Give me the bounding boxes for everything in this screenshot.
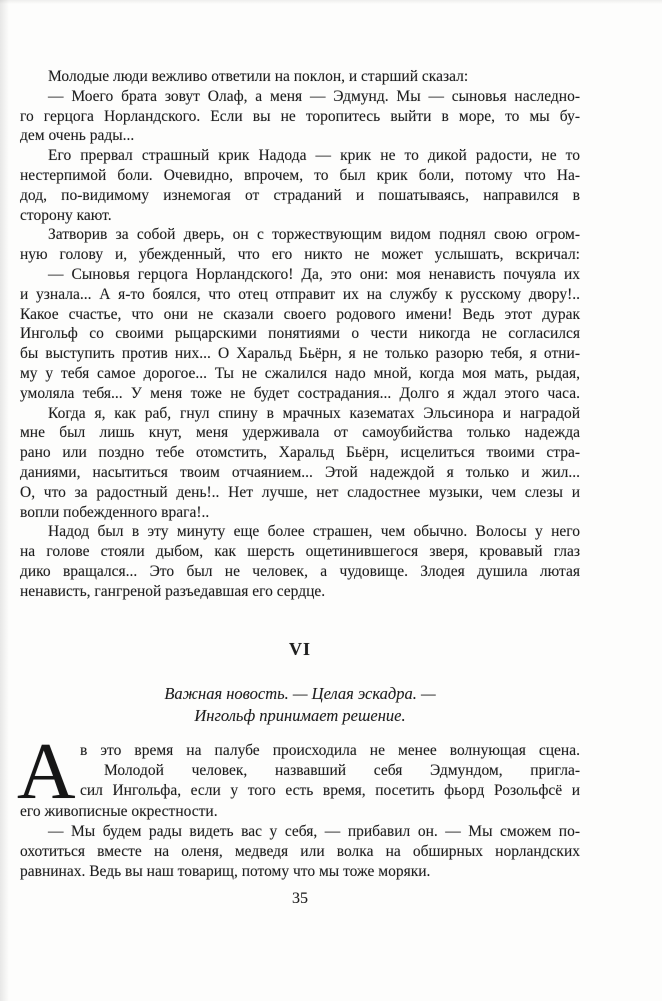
text-line: даниями, насытиться твоим отчаянием... Этой надеждой я только и жил... [20, 463, 580, 481]
text-line: нестерпимой боли. Очевидно, впрочем, то был крик боли, потому что На- [20, 166, 580, 184]
page-number: 35 [292, 890, 308, 907]
chapter-subtitle-line-2: Ингольф принимает решение. [194, 705, 406, 725]
text-line: Надод был в эту минуту еще более страшен, чем обычно. Волосы у него [48, 523, 580, 541]
text-line: дод, по-видимому изнемогая от страданий и пошатываясь, направился в [20, 186, 580, 204]
text-line: дем очень рады... [20, 127, 135, 145]
text-line: в это время на палубе происходила не менее волнующая сцена. [80, 742, 580, 759]
chapter-heading: VI [288, 639, 311, 659]
scan-left-edge-shadow [0, 0, 9, 1001]
text-line: вопли побежденного врага!.. [20, 503, 210, 521]
text-line: ненависть, гангреной разъедавшая его сердце. [20, 582, 326, 600]
body-text-block-2 [17, 726, 580, 882]
text-line: — Сыновья герцога Норландского! Да, это они: моя ненависть почуяла их [48, 265, 580, 283]
text-line: равнинах. Ведь вы наш товарищ, потому что мы тоже моряки. [20, 863, 431, 881]
text-line: умоляла тебя... У меня тоже не будет сострадания... Долго я ждал этого часа. [20, 384, 580, 402]
text-line: Молодой человек, назвавший себя Эдмундом, пригла- [104, 762, 580, 780]
text-line: охотиться вместе на оленя, медведя или волка на обширных норландских [20, 843, 580, 861]
text-line: го герцога Норландского. Если вы не торопитесь выйти в море, то мы бу- [20, 107, 580, 125]
body-text-block-1 [20, 67, 580, 602]
chapter-subtitle [20, 683, 580, 726]
text-line: Когда я, как раб, гнул спину в мрачных казематах Эльсинора и наградой [48, 404, 580, 422]
text-line: Затворив за собой дверь, он с торжествующим видом поднял свою огром- [48, 226, 580, 244]
text-line: на голове стояли дыбом, как шерсть ощетинившегося зверя, кровавый глаз [20, 543, 580, 561]
text-line: дико вращался... Это был не человек, а чудовище. Злодея душила лютая [20, 562, 580, 580]
text-line: мне был лишь кнут, меня удерживала от самоубийства только надежда [20, 424, 580, 442]
text-line: — Мы будем рады видеть вас у себя, — прибавил он. — Мы сможем по- [48, 822, 580, 840]
text-line: Молодые люди вежливо ответили на поклон, и старший сказал: [48, 68, 469, 85]
text-line: его живописные окрестности. [20, 802, 218, 820]
drop-cap-letter: А [17, 726, 76, 816]
text-line: сторону кают. [20, 206, 112, 224]
text-line: сил Ингольфа, если у того есть время, посетить фьорд Розольфсё и [80, 782, 580, 800]
text-line: му у тебя самое дорогое... Ты не сжалился надо мной, когда моя мать, рыдая, [20, 364, 580, 382]
text-line: ную голову и, убежденный, что его никто не может услышать, вскричал: [20, 246, 580, 264]
text-line: Его прервал страшный крик Надода — крик не то дикой радости, не то [48, 147, 580, 165]
text-line: рано или поздно тебе отомстить, Харальд Бьёрн, исцелиться твоими стра- [20, 444, 580, 462]
text-line: Ингольф со своими рыцарскими понятиями о чести никогда не согласился [20, 325, 580, 343]
text-line: — Моего брата зовут Олаф, а меня — Эдмунд. Мы — сыновья наследно- [48, 87, 580, 105]
text-line: бы выступить против них... О Харальд Бьёрн, я не только разорю тебя, я отни- [20, 345, 580, 363]
text-line: и узнала... А я-то боялся, что отец отправит их на службу к русскому двору!.. [20, 285, 580, 303]
text-line: Какое счастье, что они не сказали своего родового имени! Ведь этот дурак [20, 305, 580, 323]
text-line: О, что за радостный день!.. Нет лучше, нет сладостнее музыки, чем слезы и [20, 483, 580, 501]
scan-top-edge-shadow [0, 0, 662, 4]
chapter-subtitle-line-1: Важная новость. — Целая эскадра. — [164, 684, 436, 703]
